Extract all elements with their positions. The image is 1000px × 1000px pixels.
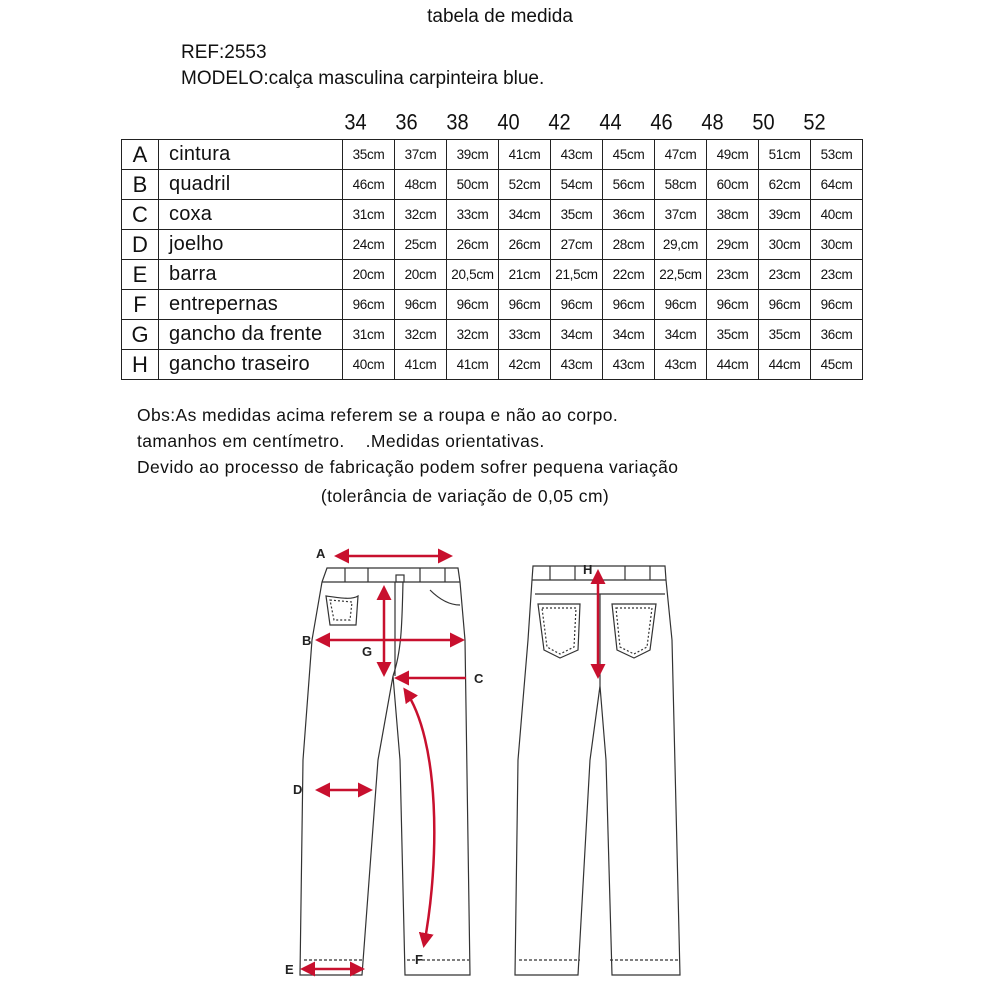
table-cell: 46cm: [343, 170, 395, 200]
table-cell: 96cm: [759, 290, 811, 320]
size-header: 42: [548, 110, 571, 135]
table-cell: 34cm: [499, 200, 551, 230]
row-label: gancho da frente: [159, 320, 343, 350]
label-e: E: [285, 962, 294, 977]
label-c: C: [474, 671, 484, 686]
row-label: joelho: [159, 230, 343, 260]
table-cell: 44cm: [707, 350, 759, 380]
size-header: 46: [650, 110, 673, 135]
label-b: B: [302, 633, 312, 648]
row-label: barra: [159, 260, 343, 290]
table-cell: 49cm: [707, 140, 759, 170]
table-cell: 35cm: [343, 140, 395, 170]
row-letter: H: [122, 350, 159, 380]
table-row: [122, 350, 863, 380]
table-cell: 37cm: [655, 200, 707, 230]
table-cell: 34cm: [551, 320, 603, 350]
table-cell: 27cm: [551, 230, 603, 260]
table-cell: 96cm: [707, 290, 759, 320]
row-letter: D: [122, 230, 159, 260]
note-line-1: Obs:As medidas acima referem se a roupa e não ao corpo.: [137, 405, 619, 425]
row-label: cintura: [159, 140, 343, 170]
table-cell: 47cm: [655, 140, 707, 170]
table-cell: 26cm: [447, 230, 499, 260]
table-cell: 60cm: [707, 170, 759, 200]
table-cell: 24cm: [343, 230, 395, 260]
table-row: [122, 140, 863, 170]
table-cell: 20,5cm: [447, 260, 499, 290]
table-cell: 50cm: [447, 170, 499, 200]
table-cell: 32cm: [395, 320, 447, 350]
table-cell: 96cm: [395, 290, 447, 320]
table-cell: 35cm: [707, 320, 759, 350]
table-cell: 39cm: [447, 140, 499, 170]
table-cell: 51cm: [759, 140, 811, 170]
row-label: coxa: [159, 200, 343, 230]
page-title: tabela de medida: [427, 6, 573, 27]
table-cell: 22cm: [603, 260, 655, 290]
table-cell: 31cm: [343, 320, 395, 350]
table-cell: 43cm: [603, 350, 655, 380]
table-cell: 38cm: [707, 200, 759, 230]
table-cell: 43cm: [655, 350, 707, 380]
table-cell: 96cm: [343, 290, 395, 320]
measurement-table: [121, 139, 863, 380]
table-cell: 52cm: [499, 170, 551, 200]
table-cell: 96cm: [603, 290, 655, 320]
table-cell: 36cm: [603, 200, 655, 230]
table-cell: 96cm: [811, 290, 863, 320]
table-row: [122, 320, 863, 350]
table-cell: 22,5cm: [655, 260, 707, 290]
row-label: quadril: [159, 170, 343, 200]
label-a: A: [316, 546, 326, 561]
row-letter: F: [122, 290, 159, 320]
table-cell: 64cm: [811, 170, 863, 200]
reference-code: REF:2553: [181, 42, 267, 63]
table-row: [122, 290, 863, 320]
table-cell: 44cm: [759, 350, 811, 380]
table-cell: 29cm: [707, 230, 759, 260]
row-letter: C: [122, 200, 159, 230]
table-cell: 32cm: [395, 200, 447, 230]
table-cell: 96cm: [499, 290, 551, 320]
model-name: MODELO:calça masculina carpinteira blue.: [181, 68, 545, 89]
table-cell: 30cm: [811, 230, 863, 260]
table-cell: 29,cm: [655, 230, 707, 260]
table-cell: 33cm: [499, 320, 551, 350]
size-header: 36: [395, 110, 418, 135]
row-label: gancho traseiro: [159, 350, 343, 380]
size-header: 52: [803, 110, 826, 135]
table-cell: 45cm: [811, 350, 863, 380]
table-cell: 62cm: [759, 170, 811, 200]
row-letter: E: [122, 260, 159, 290]
table-cell: 41cm: [499, 140, 551, 170]
table-cell: 20cm: [343, 260, 395, 290]
table-cell: 32cm: [447, 320, 499, 350]
row-label: entrepernas: [159, 290, 343, 320]
notes: [137, 402, 678, 480]
table-cell: 34cm: [603, 320, 655, 350]
size-header: 48: [701, 110, 724, 135]
arrow-f: [405, 690, 434, 945]
table-row: [122, 170, 863, 200]
table-cell: 35cm: [759, 320, 811, 350]
table-cell: 45cm: [603, 140, 655, 170]
table-cell: 96cm: [551, 290, 603, 320]
table-cell: 23cm: [759, 260, 811, 290]
table-cell: 53cm: [811, 140, 863, 170]
table-cell: 30cm: [759, 230, 811, 260]
table-cell: 21,5cm: [551, 260, 603, 290]
table-cell: 28cm: [603, 230, 655, 260]
label-f: F: [415, 952, 423, 967]
label-d: D: [293, 782, 303, 797]
table-cell: 40cm: [811, 200, 863, 230]
size-header: 44: [599, 110, 622, 135]
size-header: 38: [446, 110, 469, 135]
table-row: [122, 200, 863, 230]
row-letter: A: [122, 140, 159, 170]
table-cell: 41cm: [395, 350, 447, 380]
diagram-labels: [285, 546, 592, 977]
table-cell: 23cm: [707, 260, 759, 290]
table-cell: 25cm: [395, 230, 447, 260]
table-cell: 39cm: [759, 200, 811, 230]
row-letter: G: [122, 320, 159, 350]
table-cell: 96cm: [655, 290, 707, 320]
label-h: H: [583, 562, 593, 577]
table-cell: 41cm: [447, 350, 499, 380]
note-line-2: tamanhos em centímetro. .Medidas orientativas.: [137, 431, 545, 451]
table-cell: 20cm: [395, 260, 447, 290]
table-row: [122, 230, 863, 260]
table-cell: 96cm: [447, 290, 499, 320]
table-cell: 48cm: [395, 170, 447, 200]
table-cell: 34cm: [655, 320, 707, 350]
pants-measurement-diagram: [0, 530, 1000, 1000]
size-header: 50: [752, 110, 775, 135]
table-cell: 23cm: [811, 260, 863, 290]
measurement-arrows: [303, 556, 598, 969]
table-cell: 33cm: [447, 200, 499, 230]
table-cell: 40cm: [343, 350, 395, 380]
table-cell: 37cm: [395, 140, 447, 170]
table-cell: 43cm: [551, 140, 603, 170]
table-cell: 43cm: [551, 350, 603, 380]
table-cell: 56cm: [603, 170, 655, 200]
table-cell: 36cm: [811, 320, 863, 350]
table-cell: 35cm: [551, 200, 603, 230]
size-header: 40: [497, 110, 520, 135]
table-cell: 21cm: [499, 260, 551, 290]
table-cell: 31cm: [343, 200, 395, 230]
note-line-3: Devido ao processo de fabricação podem sofrer pequena variação: [137, 457, 679, 477]
table-cell: 54cm: [551, 170, 603, 200]
table-cell: 42cm: [499, 350, 551, 380]
table-row: [122, 260, 863, 290]
table-cell: 58cm: [655, 170, 707, 200]
tolerance-note: (tolerância de variação de 0,05 cm): [320, 486, 610, 506]
row-letter: B: [122, 170, 159, 200]
size-header: 34: [344, 110, 367, 135]
label-g: G: [362, 644, 373, 659]
table-cell: 26cm: [499, 230, 551, 260]
